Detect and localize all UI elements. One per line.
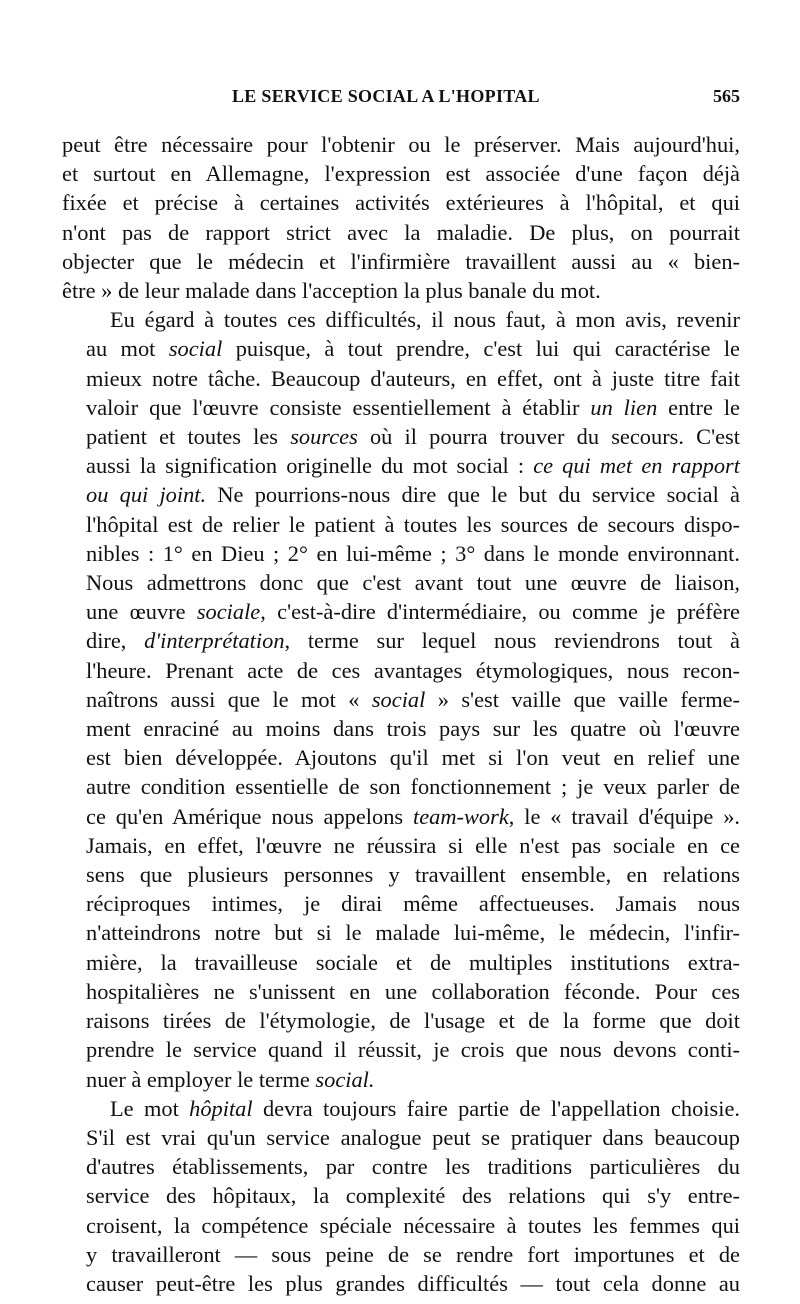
text-run: dire, [86,628,145,654]
text-run: sens que plusieurs personnes y travaillent ensemble, en relations [86,862,740,888]
text-run: y travailleront — sous peine de se rendre fort importunes et de [86,1241,740,1267]
text-run: devra toujours faire partie de l'appellation choisie. [252,1095,740,1121]
text-line [62,188,740,217]
text-run: au mot [86,336,169,362]
text-run: est bien développée. Ajoutons qu'il met si l'on veut en relief une [86,745,740,771]
text-line [62,1065,740,1094]
body-text [62,130,740,1298]
running-title: LE SERVICE SOCIAL A L'HOPITAL [232,86,540,106]
text-line [62,247,740,276]
text-run: entre le [657,394,740,420]
text-run: causer peut-être les plus grandes difficultés — tout cela donne au [86,1270,740,1296]
text-run: fixée et précise à certaines activités extérieures à l'hôpital, et qui [62,190,740,216]
italic-run: social [168,336,223,362]
text-line [62,889,740,918]
text-run: , terme sur lequel nous reviendrons tout à [284,628,740,654]
text-line [62,451,740,480]
paragraph [62,1094,740,1298]
text-line [62,480,740,509]
text-line [62,1123,740,1152]
text-run: Nous admettrons donc que c'est avant tout une œuvre de liaison, [86,570,740,596]
text-line [62,159,740,188]
page-number: 565 [713,86,740,106]
text-run: raisons tirées de l'étymologie, de l'usage et de la forme que doit [86,1008,740,1034]
text-run: aussi la signification originelle du mot social : [86,453,534,479]
text-line [62,743,740,772]
text-run: autre condition essentielle de son fonctionnement ; je veux parler de [86,774,740,800]
text-line [62,276,740,305]
italic-run: d'interprétation [144,628,285,654]
text-run: Le mot [110,1095,190,1121]
italic-run: social. [315,1066,375,1092]
text-run: » s'est vaille que vaille ferme- [425,686,740,712]
italic-run: social [371,686,426,712]
text-run: n'atteindrons notre but si le malade lui-même, le médecin, l'infir- [86,920,740,946]
text-run: une œuvre [86,599,197,625]
text-line [62,1094,740,1123]
text-run: patient et toutes les [86,424,291,450]
text-line [62,568,740,597]
text-run: réciproques intimes, je dirai même affectueuses. Jamais nous [86,891,740,917]
running-header [232,86,740,116]
text-run: Jamais, en effet, l'œuvre ne réussira si elle n'est pas sociale en ce [86,832,740,858]
text-run: l'heure. Prenant acte de ces avantages étymologiques, nous recon- [86,657,740,683]
text-run: service des hôpitaux, la complexité des relations qui s'y entre- [86,1183,740,1209]
italic-run: un lien [590,394,658,420]
paragraph [62,130,740,305]
text-line [62,305,740,334]
text-run: Ne pourrions-nous dire que le but du service social à [206,482,740,508]
text-run: nibles : 1° en Dieu ; 2° en lui-même ; 3° dans le monde environnant. [86,540,740,566]
text-line [62,393,740,422]
text-line [62,1006,740,1035]
italic-run: ce qui met en rapport [533,453,740,479]
text-line [62,977,740,1006]
text-run: , c'est-à-dire d'intermédiaire, ou comme je préfère [260,599,740,625]
text-run: ment enraciné au moins dans trois pays sur les quatre où l'œuvre [86,716,740,742]
text-run: où il pourra trouver du secours. C'est [357,424,740,450]
text-line [62,597,740,626]
text-run: n'ont pas de rapport strict avec la maladie. De plus, on pourrait [62,219,740,245]
text-run: l'hôpital est de relier le patient à toutes les sources de secours dispo- [86,511,740,537]
text-line [62,948,740,977]
text-line [62,626,740,655]
text-run: mière, la travailleuse sociale et de multiples institutions extra- [86,949,740,975]
text-run: ce qu'en Amérique nous appelons [86,803,413,829]
text-line [62,918,740,947]
text-line [62,422,740,451]
text-line [62,364,740,393]
text-run: objecter que le médecin et l'infirmière travaillent aussi au « bien- [62,248,740,274]
text-run: valoir que l'œuvre consiste essentiellement à établir [86,394,591,420]
text-line [62,334,740,363]
text-run: d'autres établissements, par contre les traditions particulières du [86,1154,740,1180]
text-run: naîtrons aussi que le mot « [86,686,372,712]
text-line [62,772,740,801]
text-line [62,1269,740,1298]
text-run: peut être nécessaire pour l'obtenir ou le préserver. Mais aujourd'hui, [62,132,740,157]
text-run: Eu égard à toutes ces difficultés, il nous faut, à mon avis, revenir [110,307,740,333]
italic-run: hôpital [189,1095,253,1121]
italic-run: ou qui joint. [86,482,207,508]
text-run: hospitalières ne s'unissent en une collaboration féconde. Pour ces [86,978,740,1004]
text-run: prendre le service quand il réussit, je crois que nous devons conti- [86,1037,740,1063]
paragraph [62,305,740,1093]
italic-run: team-work [413,803,509,829]
text-line [62,1211,740,1240]
text-run: S'il est vrai qu'un service analogue peut se pratiquer dans beaucoup [86,1124,740,1150]
text-line [62,831,740,860]
text-line [62,1240,740,1269]
text-line [62,1152,740,1181]
italic-run: sociale [196,599,261,625]
text-line [62,539,740,568]
text-line [62,130,740,159]
text-run: nuer à employer le terme [86,1066,316,1092]
text-line [62,714,740,743]
text-line [62,510,740,539]
text-run: être » de leur malade dans l'acception la plus banale du mot. [62,278,601,304]
text-run: et surtout en Allemagne, l'expression est associée d'une façon déjà [62,161,740,187]
text-line [62,685,740,714]
text-run: , le « travail d'équipe ». [508,803,740,829]
text-line [62,802,740,831]
text-run: puisque, à tout prendre, c'est lui qui caractérise le [222,336,740,362]
italic-run: sources [290,424,358,450]
text-line [62,1035,740,1064]
text-line [62,1181,740,1210]
text-line [62,860,740,889]
text-line [62,218,740,247]
text-run: croisent, la compétence spéciale nécessaire à toutes les femmes qui [86,1212,740,1238]
text-line [62,656,740,685]
text-run: mieux notre tâche. Beaucoup d'auteurs, en effet, ont à juste titre fait [86,365,740,391]
